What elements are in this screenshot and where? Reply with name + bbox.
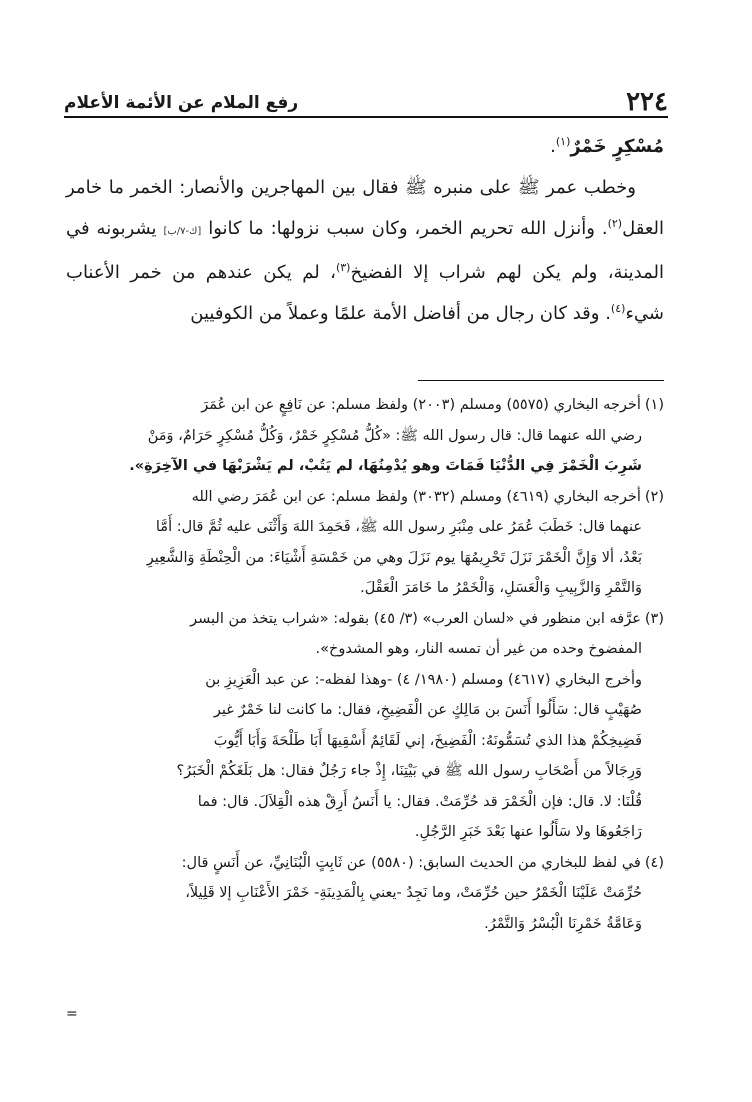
footnote-2 xyxy=(66,482,664,604)
page-header xyxy=(64,84,668,118)
footnote-1-line-1 xyxy=(66,390,664,421)
footnote-2-line-4: وَالتَّمْرِ وَالزَّبِيبِ وَالْعَسَلِ، وَالْخَمْرُ ما خَامَرَ الْعَقْلَ. xyxy=(360,580,642,596)
footnote-3-p2-line-1: وأخرج البخاري (٤٦١٧) ومسلم (١٩٨٠/ ٤) -وهذا لفظه-: عن عبد الْعَزِيزِ بن xyxy=(205,671,642,688)
footnote-3-p2-line-6: رَاجَعُوهَا ولا سَأَلُوا عنها بَعْدَ خَبَرِ الرَّجُلِ. xyxy=(414,824,642,840)
footnote-4-line-3: وَعَامَّةُ خَمْرِنَا الْبُسْرُ وَالتَّمْرُ. xyxy=(484,915,642,932)
footnote-1-number: (١) xyxy=(644,397,664,413)
footnote-ref-3[interactable]: (٣) xyxy=(335,261,351,274)
footnote-1-text-1: أخرجه البخاري (٥٥٧٥) ومسلم (٢٠٠٣) ولفظ مسلم: عن نَافِعٍ عن ابن عُمَرَ xyxy=(201,397,641,413)
footnote-3 xyxy=(66,604,664,848)
body-line-3a: خامر العقل xyxy=(66,177,664,239)
footnote-separator xyxy=(418,380,664,381)
body-line-5b: . وقد كان رجال من أفاضل الأمة علمًا وعملاً من الكوفيين xyxy=(190,303,611,324)
footnote-3-text-1: عرَّفه ابن منظور في «لسان العرب» (٣/ ٤٥) بقوله: «شراب يتخذ من البسر xyxy=(190,610,641,627)
footnote-2-line-3: بَعْدُ، ألا وَإِنَّ الْخَمْرَ نَزَلَ تَحْرِيمُهَا يوم نَزَلَ وهي من خَمْسَةِ أَشْيَاءَ: من الْحِنْطَةِ وَالشَّعِيرِ xyxy=(146,549,642,566)
footnote-1-line-2: رضي الله عنهما قال: قال رسول الله ﷺ: «كُلُّ مُسْكِرٍ خَمْرٌ، وَكُلُّ مُسْكِرٍ حَرَامٌ، وَمَنْ xyxy=(147,427,642,444)
body-paragraph-2 xyxy=(66,167,664,334)
page-number: ٢٢٤ xyxy=(626,87,668,117)
footnote-ref-2[interactable]: (٢) xyxy=(607,217,623,230)
footnote-3-p2-line-2: صُهَيْبٍ قال: سَأَلُوا أَنَسَ بن مَالِكٍ عن الْفَضِيخِ، فقال: ما كانت لنا خَمْرٌ غير xyxy=(213,702,642,718)
page-end-mark: = xyxy=(66,1006,78,1022)
footnotes-section xyxy=(66,390,664,939)
footnote-3-p2-line-3: فَضِيخِكُمْ هذا الذي تُسَمُّونَهُ: الْفَضِيخَ، إني لَقَائِمٌ أَسْقِيهَا أَبَا طَلْحَةَ وَأَبَا أَيُّوبَ xyxy=(213,732,642,749)
main-text xyxy=(66,126,664,334)
footnote-3-line-2: المفضوخ وحده من غير أن تمسه النار، وهو المشدوخ». xyxy=(315,641,642,657)
line-end: . xyxy=(550,136,556,157)
body-line-4a: يشربونه في المدينة، ولم يكن لهم شراب إلا الفضيخ xyxy=(66,218,664,283)
footnote-4-line-2: حُرِّمَتْ عَلَيْنَا الْخَمْرُ حين حُرِّمَتْ، وما نَجِدُ -يعني بِالْمَدِينَةِ- خَمْرَ الأَعْنَابِ إلا قَلِيلاً، xyxy=(185,885,642,901)
footnote-3-number: (٣) xyxy=(644,610,664,627)
footnote-ref-4[interactable]: (٤) xyxy=(610,302,626,315)
footnote-3-p2-line-5: قُلْنَا: لا. قال: فإن الْخَمْرَ قد حُرِّمَتْ. فقال: يا أَنَسُ أَرِقْ هذه الْقِلاَلَ. قال: فما xyxy=(197,793,642,810)
footnote-2-line-1 xyxy=(66,482,664,513)
body-line-1 xyxy=(66,126,664,167)
footnote-4 xyxy=(66,848,664,940)
body-line-5a: الأعناب شيء xyxy=(66,262,664,324)
body-line-4b: ، لم يكن عندهم من خمر xyxy=(130,262,336,283)
footnote-1-line-3: شَرِبَ الْخَمْرَ فِي الدُّنْيَا فَمَاتَ وهو يُدْمِنُهَا، لم يَتُبْ، لم يَشْرَبْهَا في الآخِرَةِ». xyxy=(129,458,642,474)
running-title: رفع الملام عن الأئمة الأعلام xyxy=(64,93,299,113)
hadith-text-fragment: مُسْكِرٍ خَمْرٌ xyxy=(570,136,664,157)
footnote-2-line-2: عنهما قال: خَطَبَ عُمَرُ على مِنْبَرِ رسول الله ﷺ، فَحَمِدَ اللهَ وَأَثْنَى عليه ثُمَّ قال: أَمَّا xyxy=(155,519,642,535)
footnote-ref-1[interactable]: (١) xyxy=(555,135,571,148)
footnote-2-number: (٢) xyxy=(644,488,664,505)
footnote-4-text-1: في لفظ للبخاري من الحديث السابق: (٥٥٨٠) عن ثَابِتٍ الْبُنَانِيِّ، عن أَنَسٍ قال: xyxy=(181,854,641,871)
manuscript-folio-marker: [ك-٧/ب] xyxy=(163,226,202,237)
footnote-4-number: (٤) xyxy=(644,854,664,871)
body-line-3b: . وأنزل الله تحريم الخمر، وكان سبب نزولها: ما كانوا xyxy=(208,218,608,239)
footnote-3-line-1 xyxy=(66,604,664,635)
body-line-2: وخطب عمر ﷺ على منبره ﷺ فقال بين المهاجرين والأنصار: الخمر ما xyxy=(108,177,636,198)
footnote-3-p2-line-4: وَرِجَالاً من أَصْحَابِ رسول الله ﷺ في بَيْتِنَا، إِذْ جاء رَجُلٌ فقال: هل بَلَغَكُمْ الْخَبَرُ؟ xyxy=(176,763,642,779)
footnote-4-line-1 xyxy=(66,848,664,879)
footnote-2-text-1: أخرجه البخاري (٤٦١٩) ومسلم (٣٠٣٢) ولفظ مسلم: عن ابن عُمَرَ رضي الله xyxy=(191,488,641,505)
footnote-1 xyxy=(66,390,664,482)
